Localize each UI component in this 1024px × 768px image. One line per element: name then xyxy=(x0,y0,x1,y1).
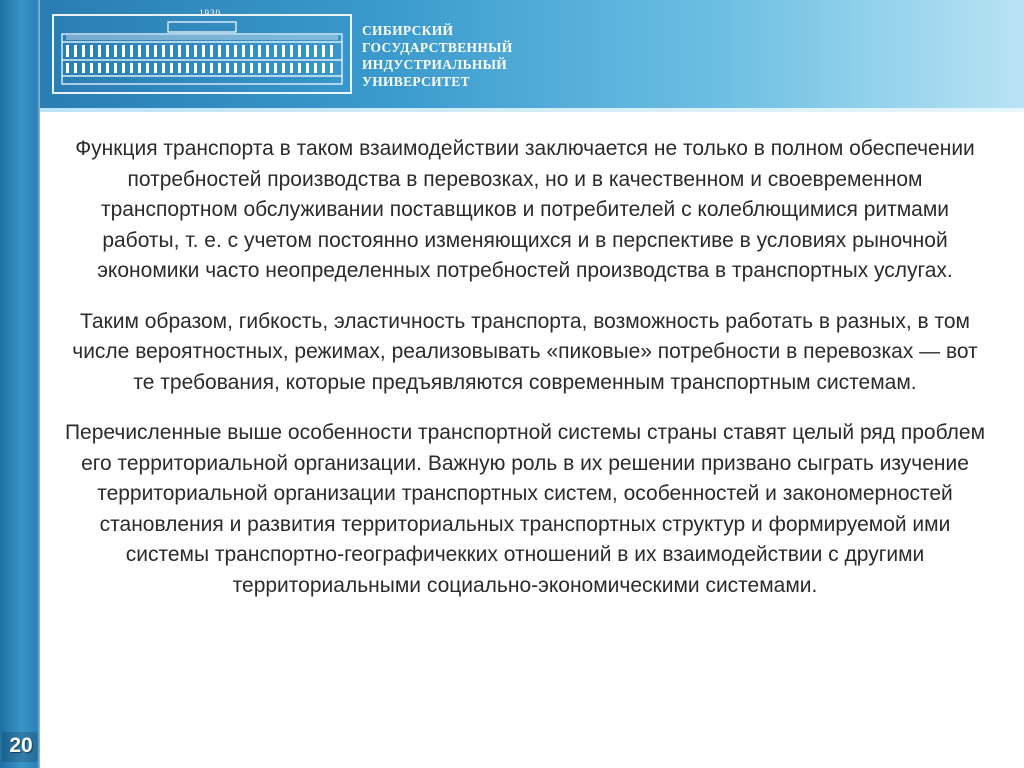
university-name-line-2: ГОСУДАРСТВЕННЫЙ xyxy=(362,40,513,55)
university-name xyxy=(362,22,582,90)
university-name-line-3: ИНДУСТРИАЛЬНЫЙ xyxy=(362,57,508,72)
university-name-line-1: СИБИРСКИЙ xyxy=(362,23,454,38)
header-divider xyxy=(40,108,1024,112)
slide-page-number: 20 xyxy=(9,734,33,757)
left-accent-bar xyxy=(0,0,40,768)
paragraph-transport-function: Функция транспорта в таком взаимодействии заключается не только в полном обеспечении потребностей производства в перевозках, но и в качественном и своевременном транспортном обслуживании поставщиков и потребителей с колеблющимися ритмами работы, т. е. с учетом постоянно изменяющихся и в перспективе в условиях рыночной экономики часто неопределенных потребностей производства в транспортных услугах. xyxy=(75,137,975,282)
paragraph-territorial-organization: Перечисленные выше особенности транспортной системы страны ставят целый ряд проблем его территориальной организации. Важную роль в их решении призвано сыграть изучение территориальной организации транспортных систем, особенностей и закономерностей становления и развития территориальных транспортных структур и формируемой ими системы транспортно-географичекких отношений в их взаимодействии с другими территориальными социально-экономическими системами. xyxy=(64,421,986,597)
university-building-logo-icon xyxy=(58,20,346,88)
slide-body-text xyxy=(60,134,990,621)
paragraph-flexibility: Таким образом, гибкость, эластичность транспорта, возможность работать в разных, в том числе вероятностных, режимах, реализовывать «пиковые» потребности в перевозках — вот те требования, которые предъявляются современным транспортным системам. xyxy=(72,309,978,394)
logo-year: 1930 xyxy=(199,8,221,18)
university-name-line-4: УНИВЕРСИТЕТ xyxy=(362,74,470,89)
